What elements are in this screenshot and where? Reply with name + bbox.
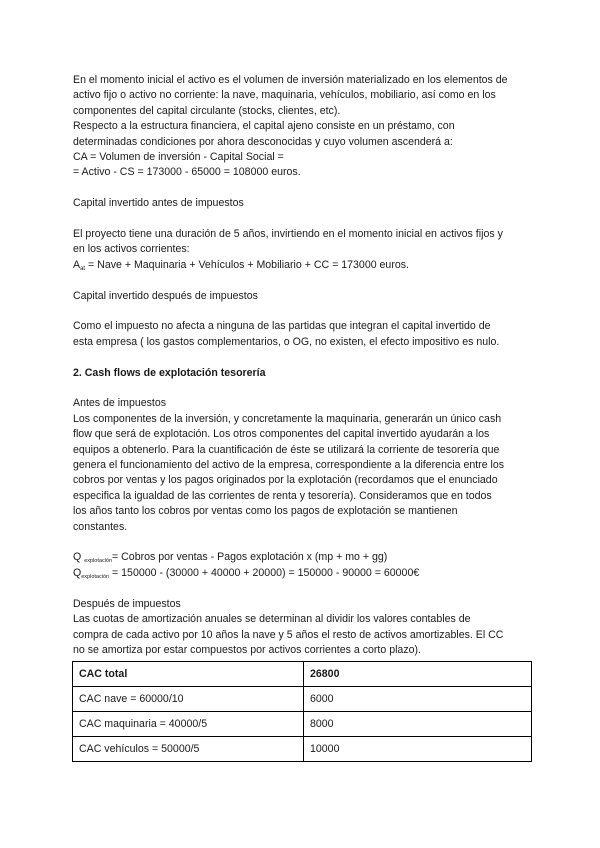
table-cell: 8000 bbox=[304, 712, 532, 737]
table-header-row bbox=[73, 662, 532, 687]
text-line: compra de cada activo por 10 años la nave y 5 años el resto de activos amortizables. El CC bbox=[73, 628, 504, 641]
antes-paragraph bbox=[73, 412, 533, 535]
capital-antes-paragraph bbox=[73, 227, 533, 273]
table-cell: CAC maquinaria = 40000/5 bbox=[73, 712, 304, 737]
despues-paragraph bbox=[73, 612, 533, 658]
text-line: equipos a obtenerlo. Para la cuantificación de éste se utilizará la corriente de tesorería que bbox=[73, 443, 500, 456]
capital-despues-title: Capital invertido después de impuestos bbox=[73, 289, 258, 302]
text-line: = Activo - CS = 173000 - 65000 = 108000 euros. bbox=[73, 166, 301, 179]
text-line: activo fijo o activo no corriente: la nave, maquinaria, vehículos, mobiliario, así como en los bbox=[73, 89, 496, 102]
text-line: determinadas condiciones por ahora desconocidas y cuyo volumen ascenderá a: bbox=[73, 135, 453, 148]
document-body bbox=[73, 73, 533, 658]
table-row bbox=[73, 737, 532, 762]
text-line: en los activos corrientes: bbox=[73, 243, 190, 256]
text-line: no se amortiza por estar compuestos por activos corrientes a corto plazo). bbox=[73, 643, 421, 656]
text-line: cobros por ventas y los pagos originados por la explotación (recordamos que el enunciado bbox=[73, 474, 498, 487]
text-line: Las cuotas de amortización anuales se determinan al dividir los valores contables de bbox=[73, 613, 471, 626]
text-line: CA = Volumen de inversión - Capital Social = bbox=[73, 151, 284, 164]
table-cell: CAC vehículos = 50000/5 bbox=[73, 737, 304, 762]
despues-title: Después de impuestos bbox=[73, 597, 181, 610]
text-line: los años tanto los cobros por ventas como los pagos de explotación se mantienen bbox=[73, 505, 458, 518]
section-heading: 2. Cash flows de explotación tesorería bbox=[73, 366, 266, 379]
text-line: Los componentes de la inversión, y concretamente la maquinaria, generarán un único cash bbox=[73, 412, 502, 425]
table-cell: 10000 bbox=[304, 737, 532, 762]
text-line: El proyecto tiene una duración de 5 años, invirtiendo en el momento inicial en activos fijos y bbox=[73, 228, 503, 241]
text-line: flow que será de explotación. Los otros componentes del capital invertido ayudarán a los bbox=[73, 428, 490, 441]
text-line: genera el funcionamiento del activo de la empresa, correspondiente a la diferencia entre los bbox=[73, 459, 505, 472]
antes-title: Antes de impuestos bbox=[73, 397, 167, 410]
capital-despues-paragraph bbox=[73, 319, 533, 350]
text-line: constantes. bbox=[73, 520, 128, 533]
text-line: especifica la igualdad de las corrientes de renta y tesorería). Consideramos que en todos bbox=[73, 489, 492, 502]
table-row bbox=[73, 712, 532, 737]
text-line: Como el impuesto no afecta a ninguna de las partidas que integran el capital invertido de bbox=[73, 320, 491, 333]
text-line: esta empresa ( los gastos complementarios, o OG, no existen, el efecto impositivo es nulo. bbox=[73, 335, 500, 348]
q-explotacion-formula: Q explotación= Cobros por ventas - Pagos explotación x (mp + mo + gg) bbox=[73, 551, 388, 565]
capital-formula: $A_{at}$ = Nave + Maquinaria + Vehículos + Mobiliario + CC = 173000 euros. bbox=[73, 258, 409, 272]
cac-table bbox=[72, 661, 532, 762]
table-row bbox=[73, 687, 532, 712]
text-line: En el momento inicial el activo es el volumen de inversión materializado en los elementos de bbox=[73, 74, 508, 86]
intro-paragraph bbox=[73, 73, 533, 181]
capital-antes-title: Capital invertido antes de impuestos bbox=[73, 197, 244, 210]
text-line: Respecto a la estructura financiera, el capital ajeno consiste en un préstamo, con bbox=[73, 120, 455, 133]
q-explotacion-calc: Qexplotación = 150000 - (30000 + 40000 + 20000) = 150000 - 90000 = 60000€ bbox=[73, 566, 420, 580]
table-cell: CAC nave = 60000/10 bbox=[73, 687, 304, 712]
table-cell: 6000 bbox=[304, 687, 532, 712]
text-line: componentes del capital circulante (stocks, clientes, etc). bbox=[73, 104, 341, 117]
table-cell: 26800 bbox=[304, 662, 532, 687]
table-cell: CAC total bbox=[73, 662, 304, 687]
